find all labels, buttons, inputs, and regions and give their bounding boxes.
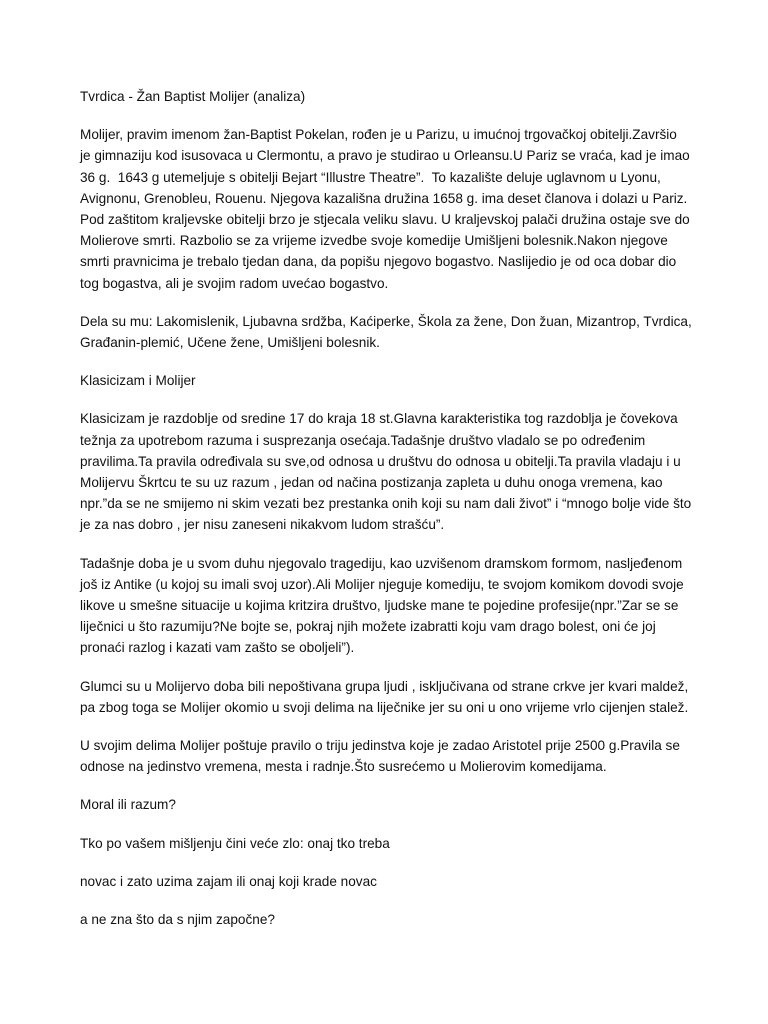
text-line: Avignonu, Grenobleu, Rouenu. Njegova kazališna družina 1658 g. ima deset članova i dolazi u Pariz. (80, 190, 688, 206)
text-line: Građanin-plemić, Učene žene, Umišljeni bolesnik. (80, 335, 380, 351)
text-line: 36 g. 1643 g utemeljuje s obitelji Bejart “Illustre Theatre”. To kazalište deluje uglavnom u Lyonu, (80, 169, 661, 185)
paragraph-three-unities (80, 735, 700, 777)
text-line: pravilima.Ta pravila određivala su sve,od odnosa u društvu do odnosa u obitelji.Ta pravila vladaju i u (80, 453, 681, 469)
text-line: Klasicizam i Molijer (80, 373, 196, 389)
text-line: pa zbog toga se Molijer okomio u svoji delima na liječnike jer su oni u ono vrijeme vrlo cijenjen stalež. (80, 699, 689, 715)
question-line-1 (80, 833, 700, 854)
paragraph-classicism (80, 408, 700, 535)
text-line: još iz Antike (u kojoj su imali svoj uzor).Ali Molijer njeguje komediju, te svojom komikom dovodi svoje (80, 576, 684, 592)
document-title: Tvrdica - Žan Baptist Molijer (analiza) (80, 89, 306, 104)
text-line: Tadašnje doba je u svom duhu njegovalo tragediju, kao uzvišenom dramskom formom, nasljeđenom (80, 555, 683, 571)
question-line-2 (80, 871, 700, 892)
text-line: tog bogastva, ali je svojim radom uvećao bogastvo. (80, 275, 389, 291)
text-line: Moral ili razum? (80, 797, 176, 813)
text-line: odnose na jedinstvo vremena, mesta i radnje.Što susrećemo u Molierovim komedijama. (80, 759, 607, 775)
text-line: je gimnaziju kod isusovaca u Clermontu, a pravo je studirao u Orleansu.U Pariz se vraća, kad je imao (80, 148, 690, 164)
text-line: Tko po vašem mišljenju čini veće zlo: onaj tko treba (80, 835, 390, 851)
text-line: Molijervu Škrtcu te su uz razum , jedan od načina postizanja zapleta u duhu onoga vremena, kao (80, 475, 663, 491)
text-line: Molijer, pravim imenom žan-Baptist Pokelan, rođen je u Parizu, u imućnoj trgovačkoj obitelji.Završio (80, 127, 677, 143)
text-line: Dela su mu: Lakomislenik, Ljubavna srdžba, Kaćiperke, Škola za žene, Don žuan, Mizantrop, Tvrdica, (80, 313, 692, 329)
text-line: npr.”da se ne smijemo ni skim vezati bez prestanka onih koji su nam dali život” i “mnogo bolje vide što (80, 496, 692, 512)
section-heading-moral (80, 794, 700, 815)
paragraph-actors (80, 676, 700, 718)
text-line: smrti pravnicima je trebalo tjedan dana, da popišu njegovo bogastvo. Naslijedio je od oca dobar dio (80, 254, 677, 270)
document-page (80, 86, 700, 947)
text-line: Molierove smrti. Razbolio se za vrijeme izvedbe svoje komedije Umišljeni bolesnik.Nakon njegove (80, 233, 668, 249)
text-line: a ne zna što da s njim započne? (80, 912, 275, 928)
text-line: Glumci su u Molijervo doba bili nepoštivana grupa ljudi , isključivana od strane crkve jer kvari maldež, (80, 678, 689, 694)
section-heading-classicism (80, 370, 700, 391)
text-line: Pod zaštitom kraljevske obitelji brzo je stjecala veliku slavu. U kraljevskoj palači družina ostaje sve do (80, 212, 690, 228)
paragraph-biography (80, 124, 700, 294)
text-line: liječnici u što razumiju?Ne bojte se, pokraj njih možete izabratti koju vam drago bolest, oni će joj (80, 619, 656, 635)
paragraph-works (80, 311, 700, 353)
question-line-3 (80, 909, 700, 930)
text-line: pronaći razlog i kazati vam zašto se oboljeli”). (80, 640, 355, 656)
text-line: je za nas dobro , jer nisu zaneseni nikakvom ludom strašću”. (80, 517, 445, 533)
text-line: likove u smešne situacije u kojima kritzira društvo, ljudske mane te pojedine profesije(npr.”Zar se se (80, 598, 679, 614)
text-line: težnja za upotrebom razuma i susprezanja osećaja.Tadašnje društvo vladalo se po određenim (80, 432, 646, 448)
text-line: Klasicizam je razdoblje od sredine 17 do kraja 18 st.Glavna karakteristika tog razdoblja je čovekova (80, 411, 678, 427)
paragraph-tragedy-comedy (80, 553, 700, 659)
text-line: novac i zato uzima zajam ili onaj koji krade novac (80, 873, 377, 889)
text-line: U svojim delima Molijer poštuje pravilo o triju jedinstva koje je zadao Aristotel prije 2500 g.Pravila se (80, 738, 680, 754)
